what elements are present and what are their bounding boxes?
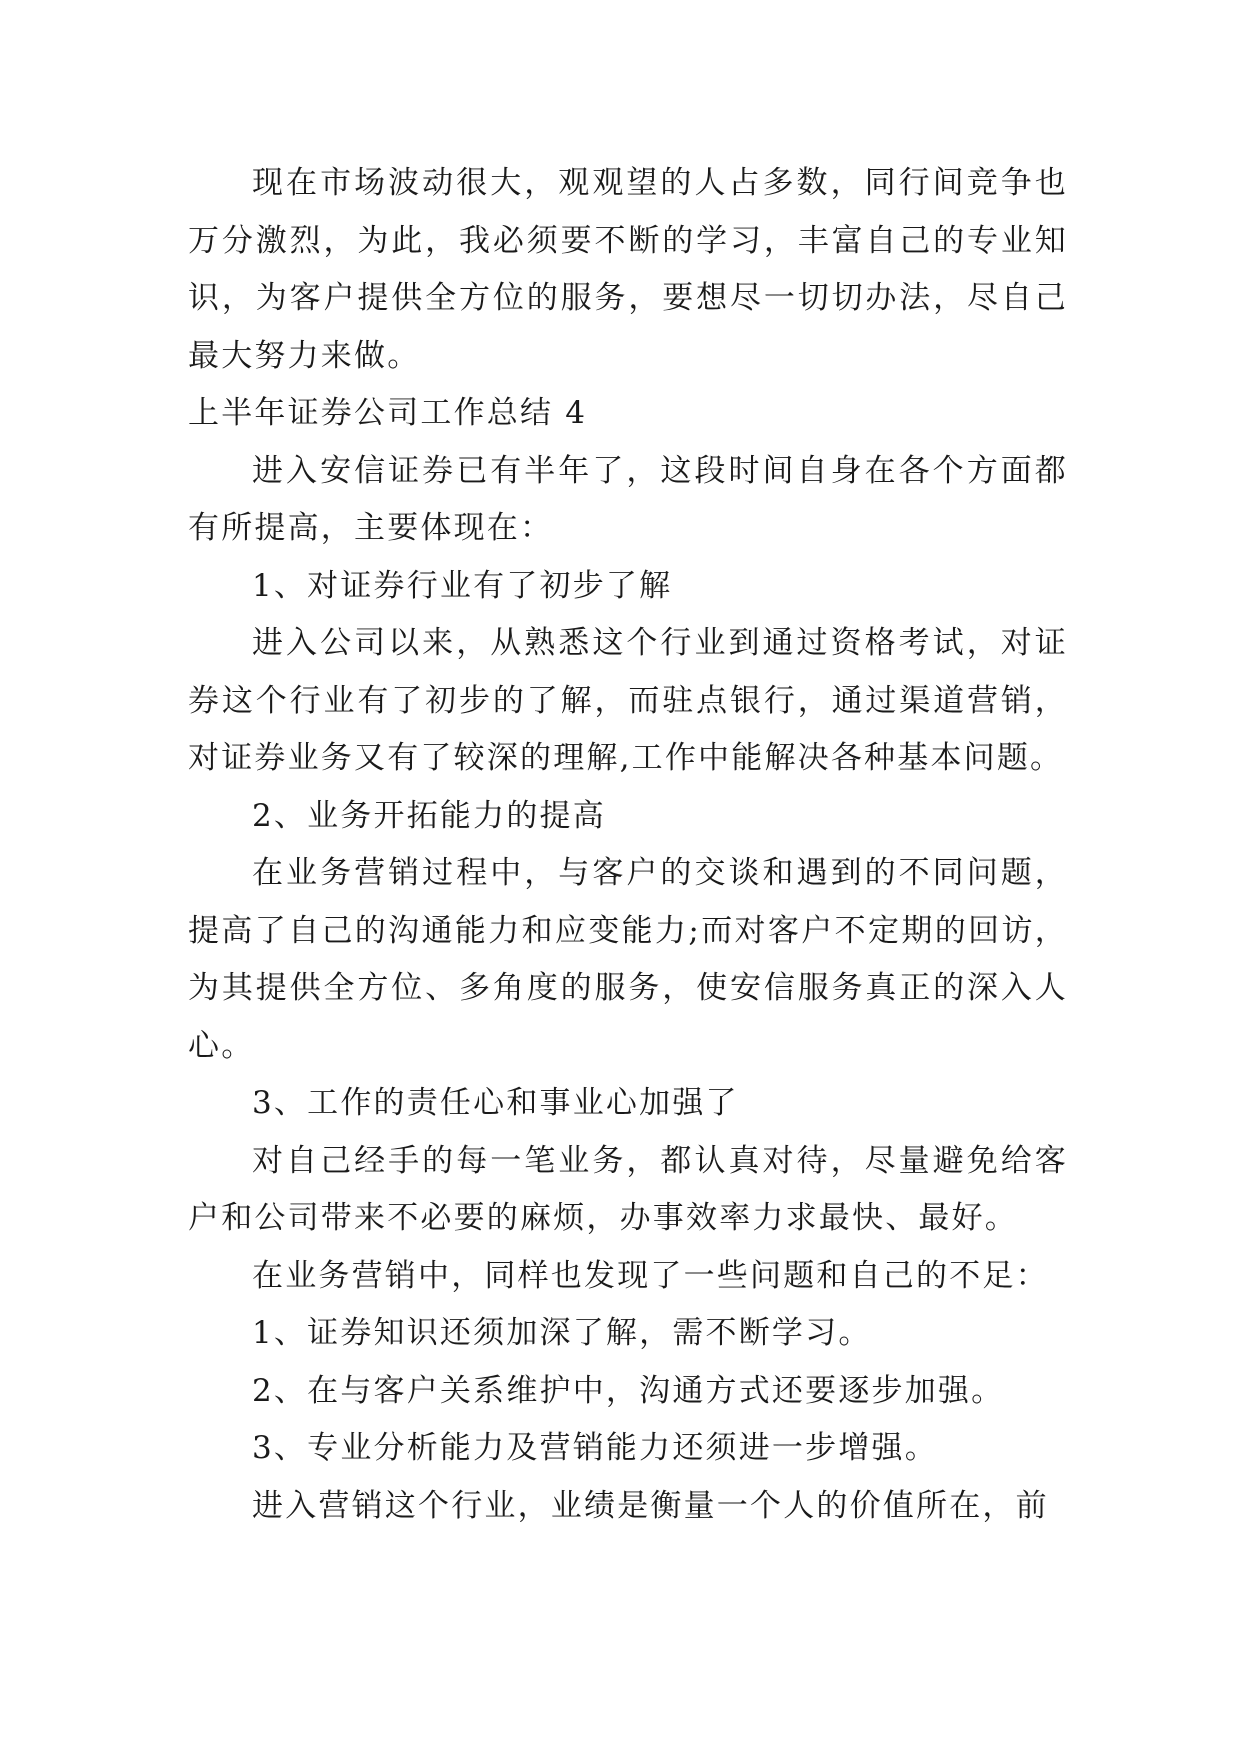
paragraph: 现在市场波动很大，观观望的人占多数，同行间竞争也万分激烈，为此，我必须要不断的学习，丰富自己的专业知识，为客户提供全方位的服务，要想尽一切切办法，尽自己最大努力来做。 [188, 165, 1068, 374]
paragraph: 进入安信证券已有半年了，这段时间自身在各个方面都有所提高，主要体现在： [188, 452, 1068, 546]
list-item: 3、工作的责任心和事业心加强了 [252, 1085, 739, 1121]
document-body [188, 155, 1068, 1535]
paragraph: 在业务营销中，同样也发现了一些问题和自己的不足： [252, 1257, 1049, 1294]
paragraph: 在业务营销过程中，与客户的交谈和遇到的不同问题，提高了自己的沟通能力和应变能力;而对客户不定期的回访，为其提供全方位、多角度的服务，使安信服务真正的深入人心。 [188, 855, 1068, 1064]
list-item: 2、在与客户关系维护中，沟通方式还要逐步加强。 [252, 1372, 1005, 1409]
paragraph: 进入营销这个行业，业绩是衡量一个人的价值所在，前 [252, 1487, 1049, 1524]
list-item: 1、证券知识还须加深了解，需不断学习。 [252, 1315, 872, 1351]
section-heading: 上半年证券公司工作总结 4 [188, 395, 588, 431]
list-item: 2、业务开拓能力的提高 [252, 797, 606, 834]
list-item: 3、专业分析能力及营销能力还须进一步增强。 [252, 1430, 938, 1466]
paragraph: 进入公司以来，从熟悉这个行业到通过资格考试，对证券这个行业有了初步的了解，而驻点银行，通过渠道营销，对证券业务又有了较深的理解,工作中能解决各种基本问题。 [188, 625, 1068, 776]
paragraph: 对自己经手的每一笔业务，都认真对待，尽量避免给客户和公司带来不必要的麻烦，办事效率力求最快、最好。 [188, 1142, 1068, 1236]
list-item: 1、对证券行业有了初步了解 [252, 567, 673, 604]
